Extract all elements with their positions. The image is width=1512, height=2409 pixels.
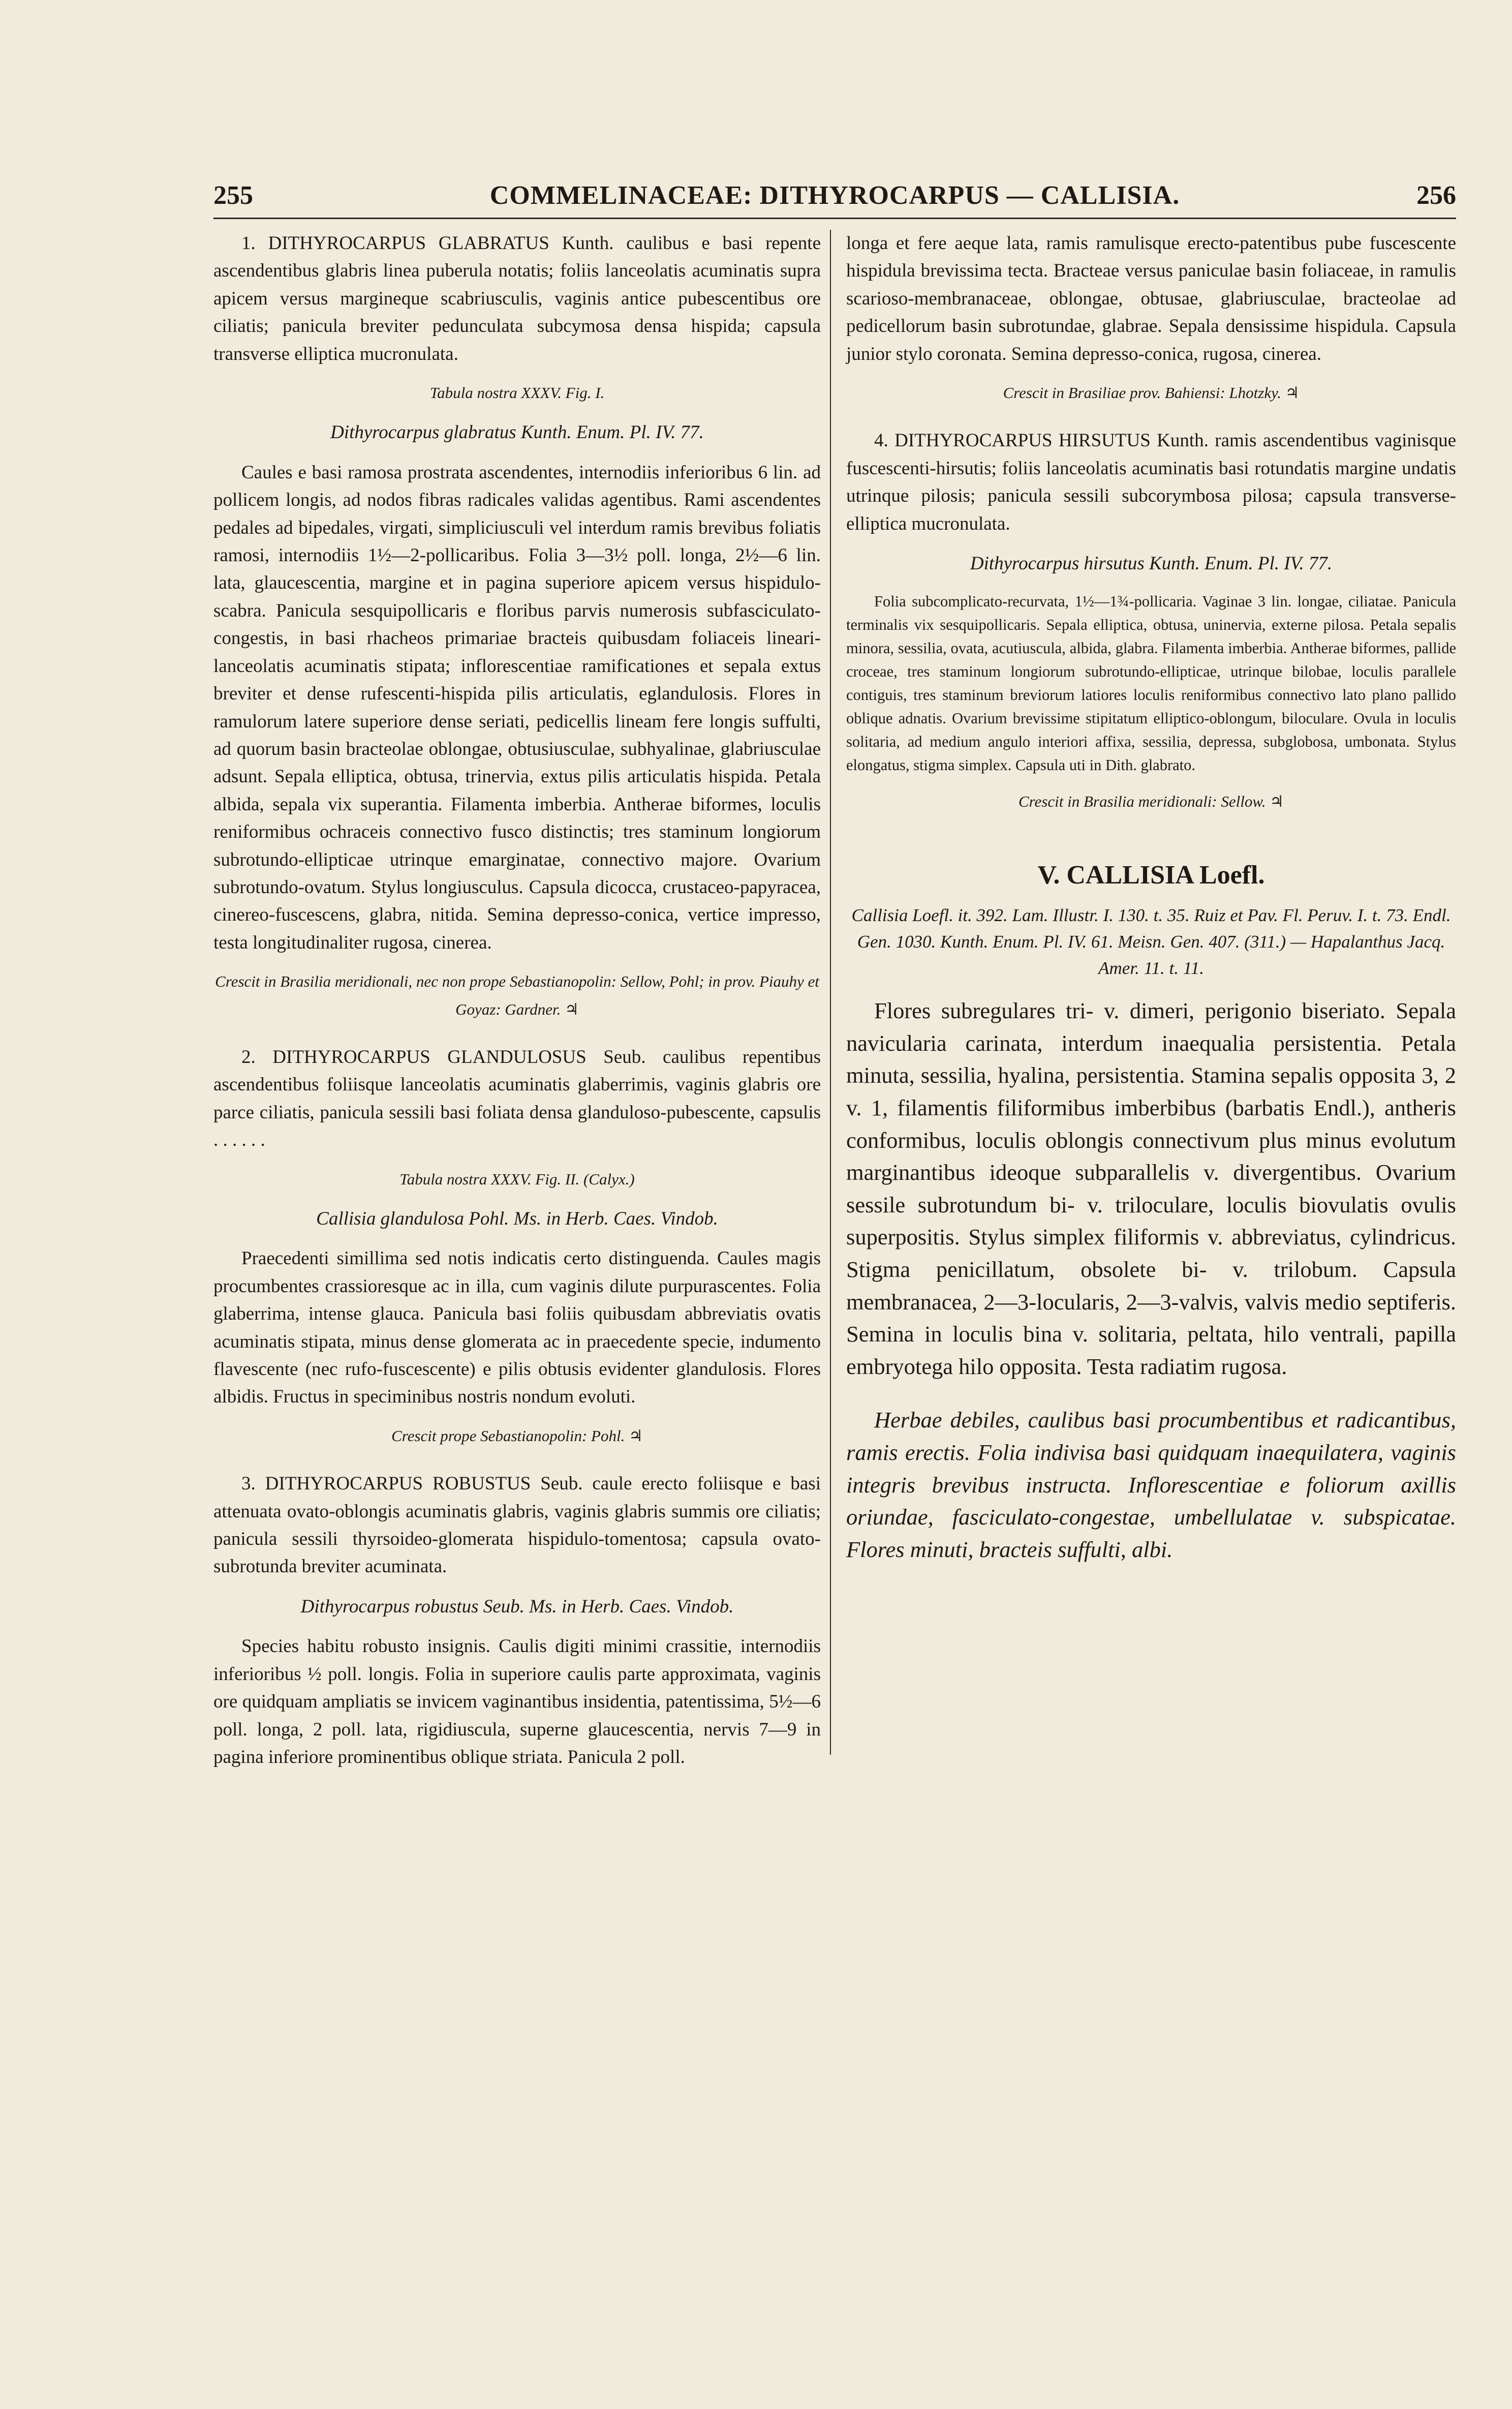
species-4-locality: Crescit in Brasilia meridionali: Sellow. ♃ bbox=[1018, 792, 1284, 811]
species-4-diagnosis: 4. DITHYROCARPUS HIRSUTUS Kunth. ramis ascendentibus vaginisque fuscescenti-hirsutis; foliis lanceolatis acuminatis basi rotundatis margine undatis utrinque pilosis; panicula sessili subcorymbosa pilosa; capsula transverse-elliptica mucronulata. bbox=[846, 430, 1456, 534]
species-2-plate-ref: Tabula nostra XXXV. Fig. II. (Calyx.) bbox=[399, 1170, 635, 1188]
species-1-synonym: Dithyrocarpus glabratus Kunth. Enum. Pl. IV. 77. bbox=[330, 422, 704, 443]
species-3-continuation: longa et fere aeque lata, ramis ramulisque erecto-patentibus pube fuscescente hispidula brevissima tecta. Bracteae versus paniculae basin foliaceae, in ramulis scarioso-membranaceae, oblongae, obtusae, glabriusculae, bracteolae ad pedicellorum basin subrotundae, glabrae. Sepala densissime hispidula. Capsula junior stylo coronata. Semina depresso-conica, rugosa, cinerea. bbox=[846, 233, 1456, 364]
genus-habit-block bbox=[846, 1404, 1456, 1566]
species-2-synonym: Callisia glandulosa Pohl. Ms. in Herb. Caes. Vindob. bbox=[316, 1208, 718, 1229]
right-column bbox=[846, 230, 1456, 1566]
species-1-plate-ref: Tabula nostra XXXV. Fig. I. bbox=[429, 384, 605, 402]
species-2-description: Praecedenti simillima sed notis indicatis certo distinguenda. Caules magis procumbentes crassioresque ac in illa, cum vaginis dilute purpurascentes. Folia glaberrima, intense glauca. Panicula basi foliis quibusdam abbreviatis ovatis acuminatis stipata, minus dense glomerata ac in praecedente specie, indumento flavescente (nec rufo-fuscescente) e pilis obtusis evidenter glandulosis. Flores albidis. Fructus in speciminibus nostris nondum evoluti. bbox=[213, 1248, 821, 1408]
page-number-right: 256 bbox=[1416, 181, 1456, 210]
genus-description: Flores subregulares tri- v. dimeri, perigonio biseriato. Sepala navicularia carinata, interdum inaequalia persistentia. Petala minuta, sessilia, hyalina, persistentia. Stamina sepalis opposita 3, 2 v. 1, filamentis filiformibus imberbibus (barbatis Endl.), antheris conformibus, loculis oblongis connectivum plus minus evolutum marginantibus ideoque subparallelis v. divergentibus. Ovarium sessile subrotundum bi- v. triloculare, loculis biovulatis ovulis superpositis. Stylus simplex filiformis v. abbreviatus, cylindricus. Stigma penicillatum, obsolete bi- v. trilobum. Capsula membranacea, 2—3-locularis, 2—3-valvis, valvis medio septiferis. Semina in loculis bina v. solitaria, peltata, hilo ventrali, papilla embryotega hilo opposita. Testa radiatim rugosa. bbox=[846, 998, 1456, 1379]
header-rule bbox=[213, 218, 1456, 219]
genus-habit: Herbae debiles, caulibus basi procumbentibus et radicantibus, ramis erectis. Folia indivisa basi quidquam inaequilatera, vaginis integris brevibus instructa. Inflorescentiae e foliorum axillis oriundae, fasciculato-congestae, umbellulatae v. subspicatae. Flores minuti, bracteis suffulti, albi. bbox=[846, 1407, 1456, 1562]
left-column bbox=[213, 230, 821, 1771]
genus-heading: V. CALLISIA Loefl. bbox=[1037, 860, 1265, 890]
species-1-diagnosis: 1. DITHYROCARPUS GLABRATUS Kunth. caulibus e basi repente ascendentibus glabris linea puberula notatis; foliis lanceolatis acuminatis supra apicem versus margineque scabriusculis, vaginis antice pubescentibus ore ciliatis; panicula breviter pedunculata subcymosa densa hispida; capsula transverse elliptica mucronulata. bbox=[213, 233, 821, 364]
species-1-description: Caules e basi ramosa prostrata ascendentes, internodiis inferioribus 6 lin. ad pollicem longis, ad nodos fibras radicales validas agentibus. Rami ascendentes pedales ad bipedales, virgati, simpliciusculi vel interdum ramis brevibus foliatis ramosi, internodiis 1½—2-pollicaribus. Folia 3—3½ poll. longa, 2½—6 lin. lata, glaucescentia, margine et in pagina superiore apicem versus hispidulo-scabra. Panicula sesquipollicaris e floribus parvis numerosis subfasciculato-congestis, in basi rhacheos primariae bracteis quibusdam foliaceis lineari-lanceolatis acuminatis stipata; inflorescentiae ramificationes et sepala extus breviter et dense rufescenti-hispida pilis articulatis, eglandulosis. Flores in ramulorum latere superiore dense seriati, pedicellis lineam fere longis suffulti, ad quorum basin bracteolae oblongae, obtusiusculae, subhyalinae, glabriusculae adsunt. Sepala elliptica, obtusa, trinervia, extus pilis articulatis hispida. Petala albida, sepala vix superantia. Filamenta imberbia. Antherae biformes, loculis reniformibus ochraceis connectivo fusco distinctis; tres staminum longiorum subrotundo-ellipticae utrinque emarginatae, connectivo majore. Ovarium subrotundo-ovatum. Stylus longiusculus. Capsula dicocca, crustaceo-papyracea, cinereo-fuscescens, glabra, nitida. Semina depresso-conica, vertice impresso, testa longitudinaliter rugosa, cinerea. bbox=[213, 462, 821, 953]
running-title: COMMELINACEAE: DITHYROCARPUS — CALLISIA. bbox=[489, 181, 1180, 210]
genus-description-block bbox=[846, 995, 1456, 1383]
species-2-locality: Crescit prope Sebastianopolin: Pohl. ♃ bbox=[391, 1426, 643, 1445]
column-divider bbox=[830, 230, 831, 1755]
species-2-diagnosis: 2. DITHYROCARPUS GLANDULOSUS Seub. caulibus repentibus ascendentibus foliisque lanceolatis acuminatis glaberrimis, vaginis glabris ore parce ciliatis, panicula sessili basi foliata densa glanduloso-pubescente, capsulis . . . . . . bbox=[213, 1046, 821, 1151]
species-3-description: Species habitu robusto insignis. Caulis digiti minimi crassitie, internodiis inferioribus ½ poll. longis. Folia in superiore caulis parte approximata, vaginis ore quidquam ampliatis se invicem vaginantibus insidentia, patentissima, 5½—6 poll. longa, 2 poll. lata, rigidiuscula, superne glaucescentia, nervis 7—9 in pagina inferiore prominentibus oblique striata. Panicula 2 poll. bbox=[213, 1636, 821, 1767]
species-4-description: Folia subcomplicato-recurvata, 1½—1¾-pollicaria. Vaginae 3 lin. longae, ciliatae. Panicula terminalis vix sesquipollicaris. Sepala elliptica, obtusa, uninervia, externe pilosa. Petala sepalis minora, sessilia, ovata, acutiuscula, albida, glabra. Filamenta imberbia. Antherae biformes, pallide croceae, tres staminum longiorum subrotundo-ellipticae, utrinque bilobae, loculis parallele contiguis, tres staminum breviorum latiores loculis reniformibus connectivo lato plano pallido oblique adnatis. Ovarium brevissime stipitatum elliptico-oblongum, bilocularе. Ovula in loculis solitaria, ad medium angulo interiori affixa, sessilia, depressa, subglobosa, umbonata. Stylus elongatus, stigma simplex. Capsula uti in Dith. glabrato. bbox=[846, 593, 1456, 774]
genus-synonymy: Callisia Loefl. it. 392. Lam. Illustr. I. 130. t. 35. Ruiz et Pav. Fl. Peruv. I. t. 73. Endl. Gen. 1030. Kunth. Enum. Pl. IV. 61. Meisn. Gen. 407. (311.) — Hapalanthus Jacq. Amer. 11. t. 11. bbox=[851, 905, 1451, 979]
page-number-left: 255 bbox=[213, 181, 253, 210]
species-3-locality: Crescit in Brasiliae prov. Bahiensi: Lhotzky. ♃ bbox=[1003, 384, 1300, 402]
species-4-description-block bbox=[846, 590, 1456, 777]
running-header bbox=[213, 180, 1456, 216]
species-1-locality: Crescit in Brasilia meridionali, nec non prope Sebastianopolin: Sellow, Pohl; in prov. Piauhy et Goyaz: Gardner. ♃ bbox=[215, 972, 819, 1018]
species-3-synonym: Dithyrocarpus robustus Seub. Ms. in Herb. Caes. Vindob. bbox=[300, 1596, 734, 1617]
species-4-synonym: Dithyrocarpus hirsutus Kunth. Enum. Pl. IV. 77. bbox=[970, 553, 1333, 574]
species-3-diagnosis: 3. DITHYROCARPUS ROBUSTUS Seub. caule erecto foliisque e basi attenuata ovato-oblongis acuminatis glabris, vaginis glabris summis ore ciliatis; panicula sessili thyrsoideo-glomerata hispidulo-tomentosa; capsula ovato-subrotunda breviter acuminata. bbox=[213, 1473, 821, 1577]
